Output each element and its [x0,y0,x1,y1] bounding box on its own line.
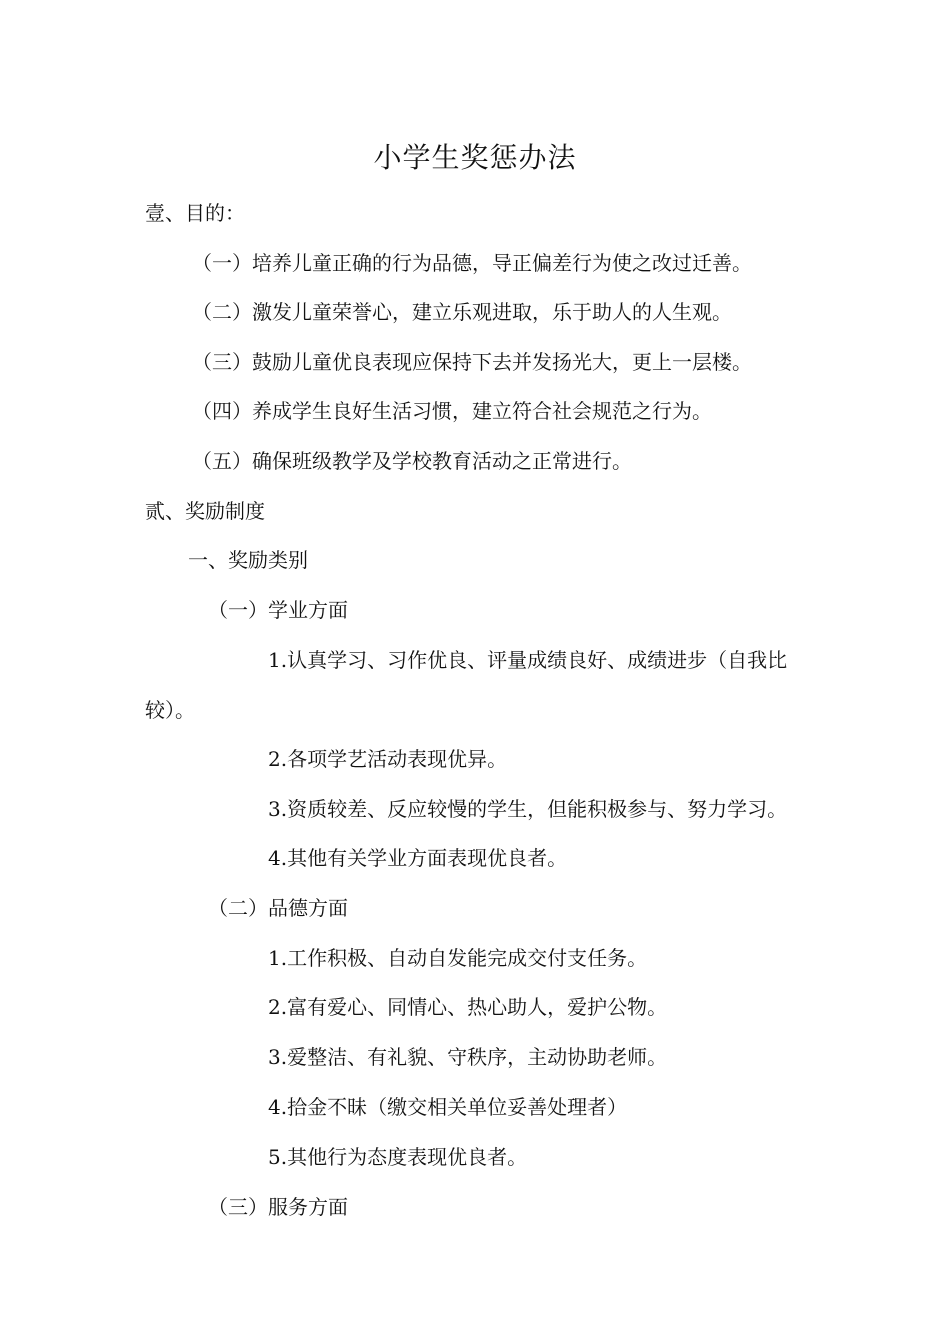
moral-item-4: 4.拾金不昧（缴交相关单位妥善处理者） [268,1095,628,1119]
purpose-item-5: （五）确保班级教学及学校教育活动之正常进行。 [192,449,632,473]
moral-heading: （二）品德方面 [208,896,348,920]
purpose-item-2: （二）激发儿童荣誉心，建立乐观进取，乐于助人的人生观。 [192,300,732,324]
section1-heading: 壹、目的： [145,201,245,225]
document-title: 小学生奖惩办法 [373,141,577,174]
purpose-item-4: （四）养成学生良好生活习惯，建立符合社会规范之行为。 [192,399,712,423]
academic-item-4: 4.其他有关学业方面表现优良者。 [268,846,568,870]
purpose-item-3: （三）鼓励儿童优良表现应保持下去并发扬光大，更上一层楼。 [192,350,752,374]
reward-category-heading: 一、奖励类别 [188,548,308,572]
moral-item-2: 2.富有爱心、同情心、热心助人，爱护公物。 [268,995,668,1019]
service-heading: （三）服务方面 [208,1195,348,1219]
academic-item-3: 3.资质较差、反应较慢的学生，但能积极参与、努力学习。 [268,797,788,821]
moral-item-3: 3.爱整洁、有礼貌、守秩序，主动协助老师。 [268,1045,668,1069]
purpose-item-1: （一）培养儿童正确的行为品德，导正偏差行为使之改过迁善。 [192,251,752,275]
moral-item-1: 1.工作积极、自动自发能完成交付支任务。 [268,946,648,970]
moral-item-5: 5.其他行为态度表现优良者。 [268,1145,528,1169]
section2-heading: 贰、奖励制度 [145,499,265,523]
academic-heading: （一）学业方面 [208,598,348,622]
academic-item-1: 1.认真学习、习作优良、评量成绩良好、成绩进步（自我比 [268,648,788,672]
academic-item-1-continued: 较）。 [145,698,195,722]
academic-item-2: 2.各项学艺活动表现优异。 [268,747,508,771]
